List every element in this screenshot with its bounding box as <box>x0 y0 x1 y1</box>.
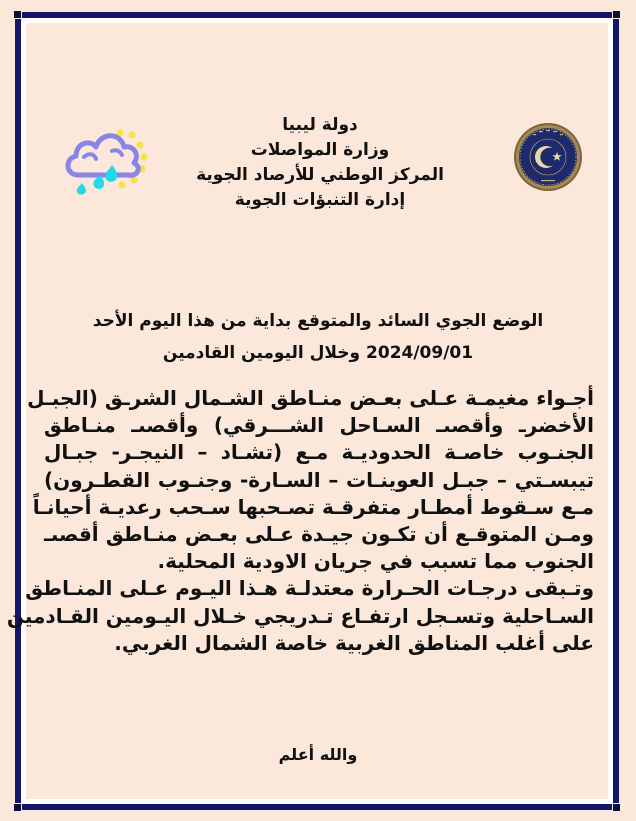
header-department: إدارة التنبؤات الجوية <box>234 190 406 210</box>
text-line: السـاحلية وتسـجل ارتفـاع تـدريجي خـلال اليـومين القـادمين <box>6 603 594 628</box>
libya-meteorological-center-emblem-icon <box>513 122 583 192</box>
forecast-paragraph-weather <box>27 385 594 575</box>
closing-phrase: والله أعلم <box>278 745 358 764</box>
header-ministry: وزارة المواصلات <box>250 140 390 160</box>
cloud-inner-curve <box>84 154 96 159</box>
text-line: تيبسـتي – جبـل العوينـات – السـارة- وجنـوب القطـرون) <box>44 467 594 492</box>
frame-corner-ornament <box>13 10 22 19</box>
text-line: على أغلب المناطق الغربية خاصة الشمال الغربي. <box>114 630 594 655</box>
frame-corner-ornament <box>13 803 22 812</box>
title-line-1: الوضع الجوي السائد والمتوقع بداية من هذا اليوم الأحد <box>92 311 544 331</box>
letterhead <box>190 113 450 213</box>
bulletin-title <box>60 305 576 369</box>
text-line: الأخضرـ وأقصىـ السـاحل الشـــرقي) وأقصىـ منـاطق <box>44 413 594 438</box>
frame-corner-ornament <box>612 803 621 812</box>
cloud-inner-curve <box>112 150 122 155</box>
text-line: وتـبقى درجـات الحـرارة معتدلـة هـذا اليـوم عـلى المنـاطق <box>25 576 594 601</box>
text-line: أجـواء مغيمـة عـلى بعـض منـاطق الشـمال الشرـق (الجبـل <box>27 386 594 410</box>
forecast-body <box>6 385 594 657</box>
forecast-paragraph-temperature <box>6 575 594 657</box>
raindrops-icon <box>77 165 117 195</box>
frame-corner-ornament <box>612 10 621 19</box>
text-line: مـع سـقوط أمطـار متفرقـة تصـحبها سـحب رعديـة أحيانـاً <box>32 494 594 519</box>
cloud-rain-sun-icon <box>62 125 162 197</box>
text-line: الجنوب مما تسبب في جريان الاودية المحلية. <box>157 549 594 574</box>
cloud-icon <box>68 136 138 176</box>
header-center: المركز الوطني للأرصاد الجوية <box>196 165 444 185</box>
text-line: الجنـوب خاصـة الحدوديـة مـع (تشـاد – النيجـر- جبـال <box>44 440 594 465</box>
text-line: ومـن المتوقـع أن تكـون جيـدة عـلى بعـض منـاطق أقصىـ <box>44 522 594 547</box>
header-country: دولة ليبيا <box>282 115 358 135</box>
title-line-2: 2024/09/01 وخلال اليومين القادمين <box>162 343 474 363</box>
